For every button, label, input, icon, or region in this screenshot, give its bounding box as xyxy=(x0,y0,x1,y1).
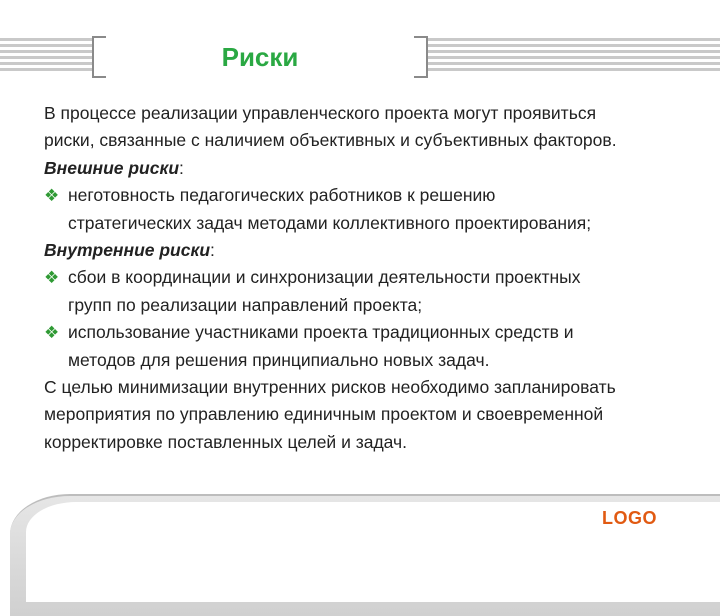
intro-line: В процессе реализации управленческого проекта могут проявиться xyxy=(44,103,597,123)
external-risks-heading-row xyxy=(44,155,704,182)
conclusion-line: мероприятия по управлению единичным проектом и своевременной xyxy=(44,404,604,425)
slide-title: Риски xyxy=(221,42,299,72)
bullet-continuation-line: стратегических задач методами коллективного проектирования; xyxy=(68,212,592,233)
bullet-continuation-line: методов для решения принципиально новых задач. xyxy=(68,349,490,370)
external-risk-item xyxy=(44,182,704,209)
diamond-bullet-icon: ❖ xyxy=(44,268,60,288)
title-bracket-left xyxy=(92,36,106,78)
external-risks-heading: Внешние риски xyxy=(44,157,180,178)
conclusion-line: С целью минимизации внутренних рисков необходимо запланировать xyxy=(44,377,616,398)
heading-colon: : xyxy=(179,157,184,178)
bullet-line: сбои в координации и синхронизации деятельности проектных xyxy=(68,267,581,288)
conclusion-line: корректировке поставленных целей и задач. xyxy=(44,431,407,452)
internal-risk-item xyxy=(44,264,704,291)
diamond-bullet-icon: ❖ xyxy=(44,323,60,343)
logo-text: LOGO xyxy=(602,508,657,528)
title-bracket-right xyxy=(414,36,428,78)
internal-risks-heading: Внутренние риски xyxy=(44,240,211,261)
internal-risk-item xyxy=(44,319,704,346)
bullet-continuation-line: групп по реализации направлений проекта; xyxy=(68,294,423,315)
diamond-bullet-icon: ❖ xyxy=(44,186,60,206)
slide-body xyxy=(44,100,704,456)
internal-risks-heading-row xyxy=(44,237,704,264)
bullet-line: неготовность педагогических работников к решению xyxy=(68,185,496,206)
header-stripes-right xyxy=(428,38,720,72)
heading-colon: : xyxy=(210,240,215,261)
intro-line: риски, связанные с наличием объективных и субъективных факторов. xyxy=(44,130,617,151)
bullet-line: использование участниками проекта традиционных средств и xyxy=(68,322,574,343)
header-stripes-left xyxy=(0,38,92,72)
